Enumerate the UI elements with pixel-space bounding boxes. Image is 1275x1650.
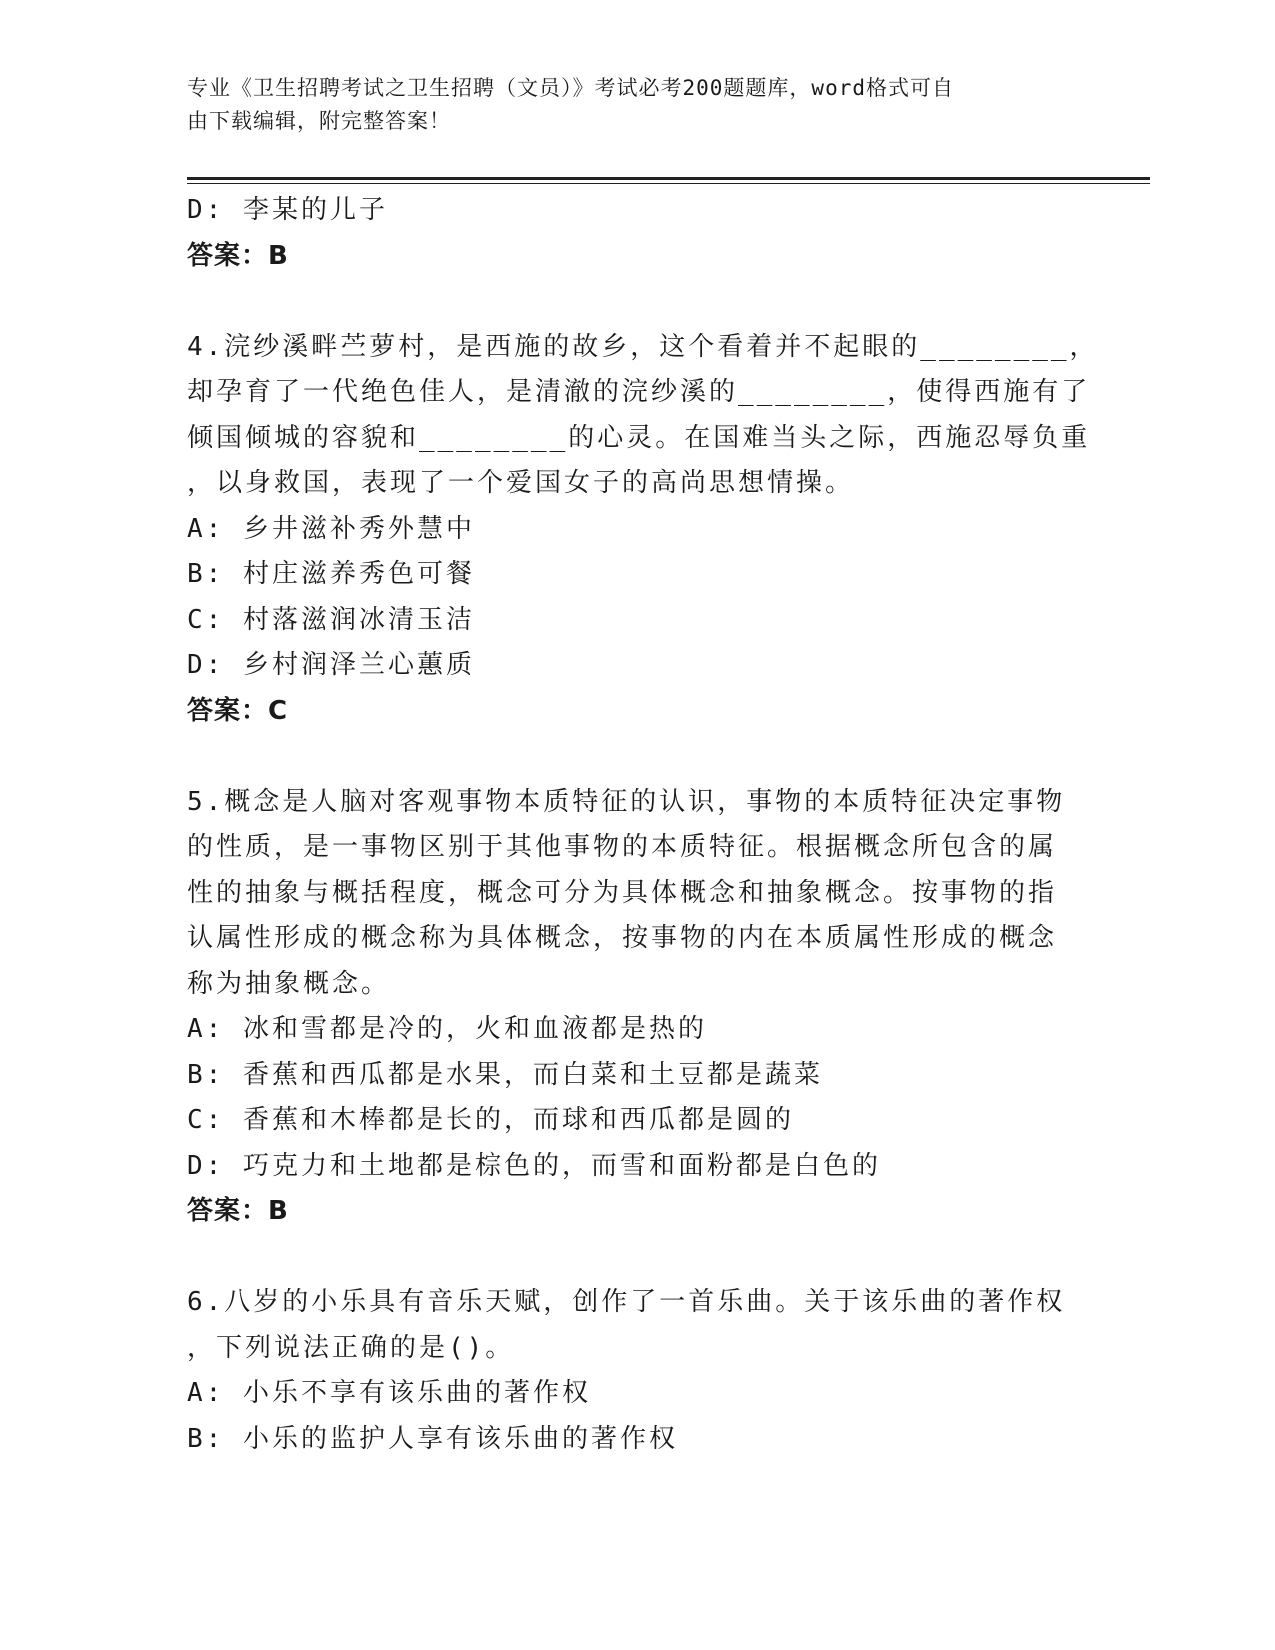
question-text-line: 倾国倾城的容貌和________的心灵。在国难当头之际，西施忍辱负重 (187, 422, 1091, 453)
option-a: A: 乡井滋补秀外慧中 (187, 513, 475, 544)
answer: 答案：B (187, 1196, 289, 1226)
option-b: B: 香蕉和西瓜都是水果，而白菜和土豆都是蔬菜 (187, 1059, 823, 1090)
question-text-line: 称为抽象概念。 (187, 968, 391, 999)
question-5 (187, 780, 1067, 1235)
option-b: B: 村庄滋养秀色可餐 (187, 559, 475, 589)
header-line-2: 由下载编辑，附完整答案！ (187, 109, 451, 133)
question-text-line: 性的抽象与概括程度，概念可分为具体概念和抽象概念。按事物的指 (187, 877, 1058, 908)
option-c: C: 村落滋润冰清玉洁 (187, 604, 475, 635)
question-text-line: 6.八岁的小乐具有音乐天赋，创作了一首乐曲。关于该乐曲的著作权 (187, 1287, 1066, 1317)
answer: 答案：B (187, 240, 289, 271)
option-a: A: 小乐不享有该乐曲的著作权 (187, 1378, 591, 1408)
option-a: A: 冰和雪都是冷的，火和血液都是热的 (187, 1014, 707, 1044)
document-body (187, 188, 1099, 1462)
question-4 (187, 325, 1099, 735)
spacer (187, 1235, 1067, 1281)
option-c: C: 香蕉和木棒都是长的，而球和西瓜都是圆的 (187, 1105, 794, 1135)
question-text-line: ，下列说法正确的是()。 (187, 1332, 515, 1363)
previous-question-tail (187, 188, 1067, 279)
option-d: D: 巧克力和土地都是棕色的，而雪和面粉都是白色的 (187, 1150, 881, 1181)
option-d: D: 李某的儿子 (187, 195, 388, 225)
option-d: D: 乡村润泽兰心蕙质 (187, 650, 475, 680)
option-b: B: 小乐的监护人享有该乐曲的著作权 (187, 1423, 678, 1454)
spacer (187, 734, 1067, 780)
header-line-1: 专业《卫生招聘考试之卫生招聘（文员）》考试必考200题题库，word格式可自 (187, 76, 954, 100)
question-text-line: 却孕育了一代绝色佳人，是清澈的浣纱溪的________，使得西施有了 (187, 377, 1091, 407)
question-text-line: 的性质，是一事物区别于其他事物的本质特征。根据概念所包含的属 (187, 832, 1058, 862)
question-text-line: 认属性形成的概念称为具体概念，按事物的内在本质属性形成的概念 (187, 923, 1058, 953)
spacer (187, 279, 1067, 325)
header-rule-thin (187, 183, 1150, 184)
question-6 (187, 1280, 1067, 1462)
document-header (187, 72, 1067, 138)
question-text-line: 4.浣纱溪畔苎萝村，是西施的故乡，这个看着并不起眼的________， (187, 331, 1099, 362)
question-text-line: 5.概念是人脑对客观事物本质特征的认识，事物的本质特征决定事物 (187, 786, 1066, 817)
answer: 答案：C (187, 695, 289, 726)
question-text-line: ，以身救国，表现了一个爱国女子的高尚思想情操。 (187, 468, 855, 498)
header-rule-thick (187, 177, 1150, 180)
